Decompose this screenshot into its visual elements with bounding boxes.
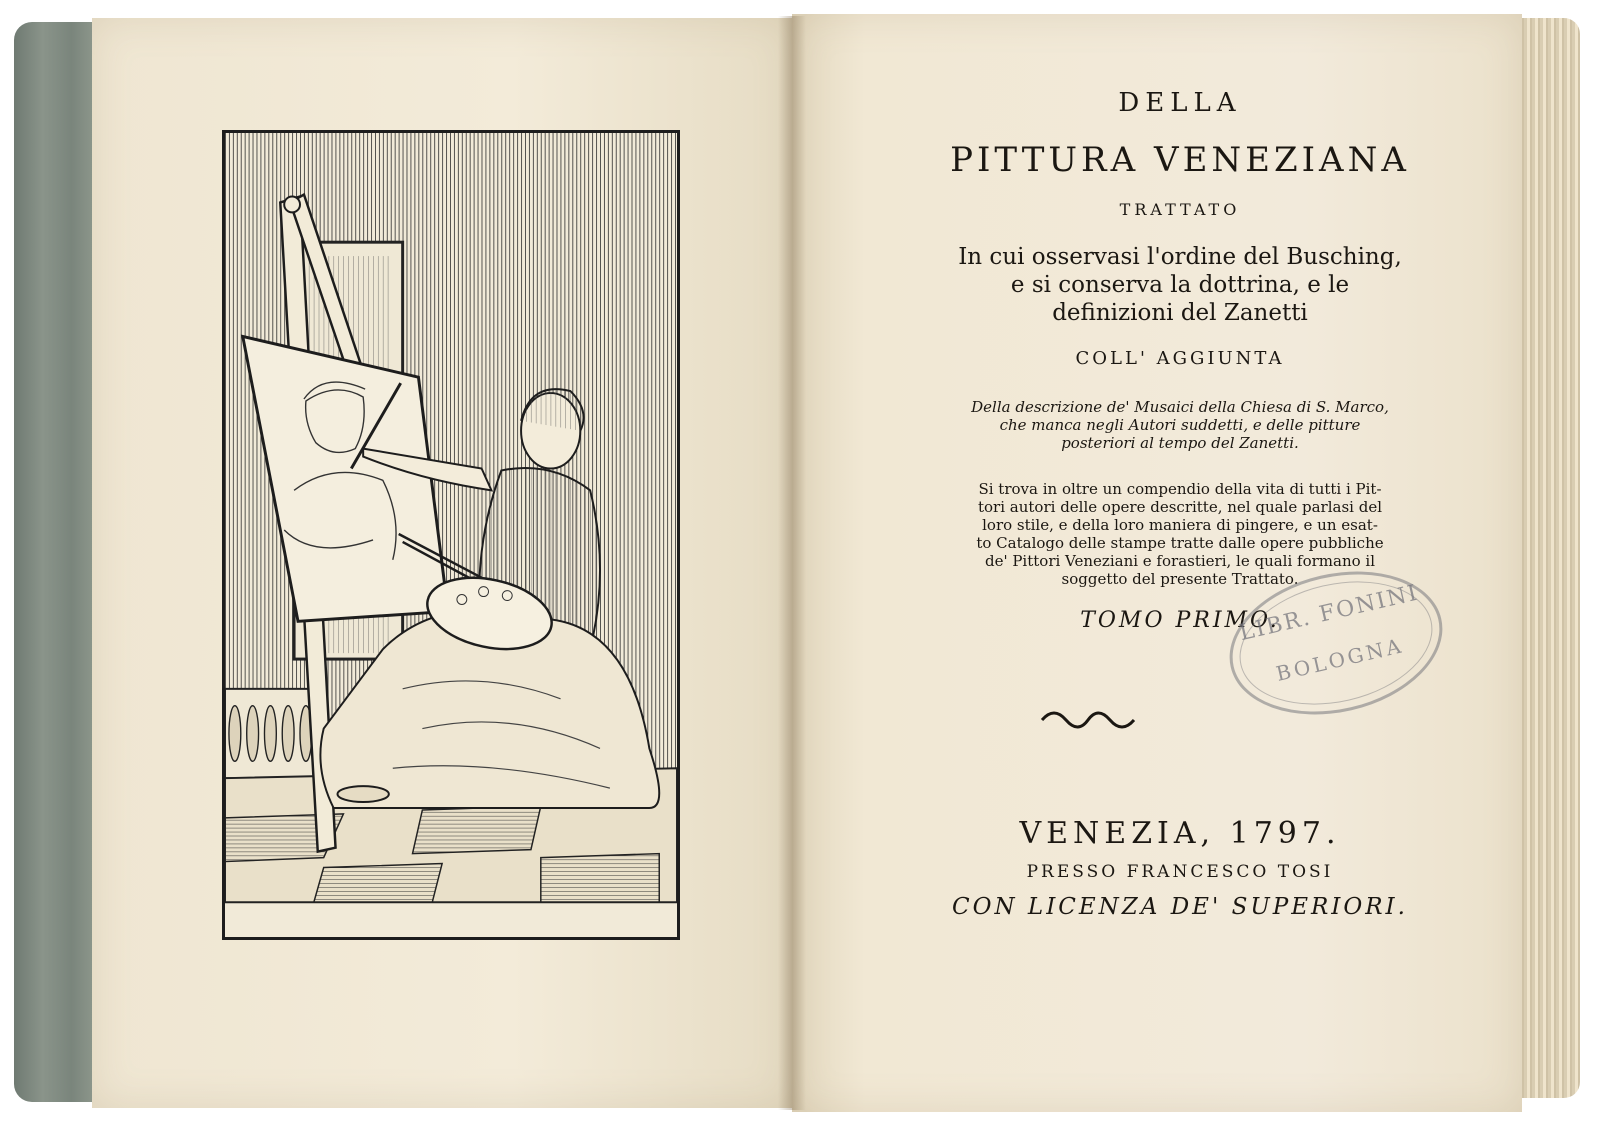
italic-line: che manca negli Autori suddetti, e delle pitture [999,416,1361,434]
subtitle-line: In cui osservasi l'ordine del Busching, [958,244,1402,270]
frontispiece-engraving [222,130,680,940]
aggiunta-heading: COLL' AGGIUNTA [1075,348,1285,369]
printer-ornament [1038,706,1138,730]
paragraph-line: to Catalogo delle stampe tratte dalle opere pubbliche [976,534,1384,552]
imprint-licence: CON LICENZA DE' SUPERIORI. [952,894,1408,920]
subtitle-line: definizioni del Zanetti [1052,300,1308,326]
paragraph-line: soggetto del presente Trattato. [1061,570,1299,588]
italic-line: Della descrizione de' Musaici della Chiesa di S. Marco, [971,398,1389,416]
imprint-publisher: PRESSO FRANCESCO TOSI [1026,862,1334,882]
paragraph-line: loro stile, e della loro maniera di pingere, e un esat- [982,516,1378,534]
title-della: DELLA [1118,88,1242,118]
stamp-text: LIBR. FONINI [1237,580,1422,647]
engraving-illustration [225,133,677,937]
subtitle-line: e si conserva la dottrina, e le [1010,272,1350,298]
paragraph-line: de' Pittori Veneziani e forastieri, le quali formano il [984,552,1376,570]
paragraph-line: Si trova in oltre un compendio della vita di tutti i Pit- [978,480,1382,498]
italic-line: posteriori al tempo del Zanetti. [1061,434,1299,452]
imprint-place-date: VENEZIA, 1797. [1019,816,1341,851]
balustrade [225,689,314,778]
stamp-text: BOLOGNA [1273,633,1406,686]
title-page [840,0,1520,1100]
title-trattato: TRATTATO [1119,200,1241,219]
paragraph-line: tori autori delle opere descritte, nel quale parlasi del [978,498,1382,516]
volume-label: TOMO PRIMO. [1080,608,1280,633]
book-title: PITTURA VENEZIANA [950,140,1410,180]
book-gutter [778,16,806,1110]
